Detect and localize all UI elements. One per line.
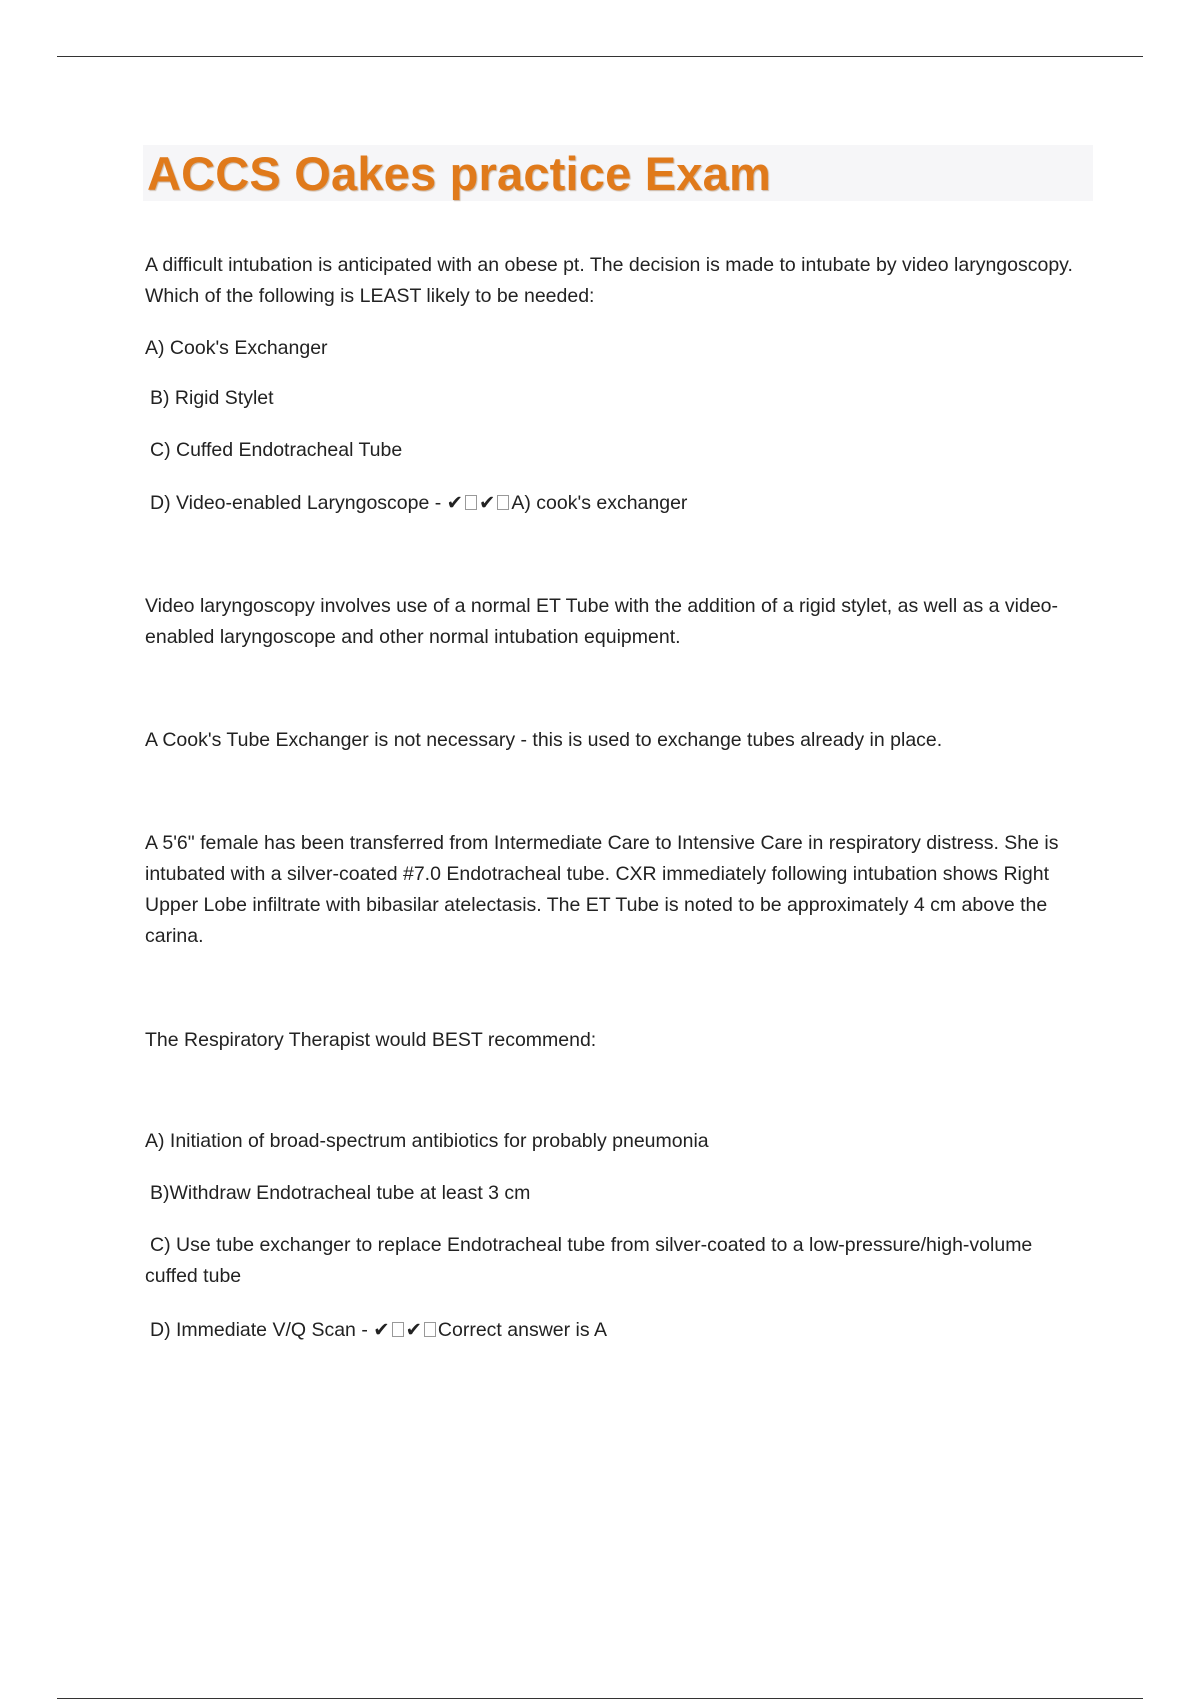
question-2-option-b: B)Withdraw Endotracheal tube at least 3 cm — [150, 1182, 531, 1204]
box-icon — [497, 495, 509, 510]
question-1-explanation-2: A Cook's Tube Exchanger is not necessary - this is used to exchange tubes already in place. — [145, 729, 943, 751]
question-2-stem: A 5'6" female has been transferred from Intermediate Care to Intensive Care in respiratory distress. She is intubated with a silver-coated #7.0 Endotracheal tube. CXR immediately following intubation shows Right Upper Lobe infiltrate with bibasilar atelectasis. The ET Tube is noted to be approximately 4 cm above the carina. — [145, 832, 1059, 947]
question-1-option-d — [150, 488, 687, 519]
check-icon: ✔ — [405, 1319, 422, 1341]
bottom-rule — [57, 1698, 1143, 1699]
question-1-option-d-text: D) Video-enabled Laryngoscope - — [150, 492, 447, 514]
check-icon: ✔ — [479, 492, 496, 514]
top-rule — [57, 56, 1143, 57]
page-title: ACCS Oakes practice Exam — [147, 147, 771, 200]
box-icon — [392, 1322, 404, 1337]
question-2-option-d-text: D) Immediate V/Q Scan - — [150, 1319, 374, 1341]
check-icon: ✔ — [373, 1319, 390, 1341]
question-2-answer: Correct answer is A — [437, 1319, 607, 1341]
question-1-answer: A) cook's exchanger — [511, 492, 688, 514]
question-2-option-a: A) Initiation of broad-spectrum antibiotics for probably pneumonia — [145, 1130, 709, 1152]
question-1-option-c: C) Cuffed Endotracheal Tube — [150, 439, 403, 461]
check-icon: ✔ — [446, 492, 464, 514]
question-1-option-b: B) Rigid Stylet — [150, 387, 274, 409]
question-2-option-d — [150, 1315, 607, 1346]
question-2-prompt: The Respiratory Therapist would BEST recommend: — [145, 1029, 597, 1051]
question-2-option-c: C) Use tube exchanger to replace Endotracheal tube from silver-coated to a low-pressure/high-volume cuffed tube — [145, 1234, 1033, 1287]
question-1-explanation-1: Video laryngoscopy involves use of a normal ET Tube with the addition of a rigid stylet, as well as a video-enabled laryngoscope and other normal intubation equipment. — [145, 595, 1059, 648]
box-icon — [424, 1322, 436, 1337]
question-1-stem: A difficult intubation is anticipated with an obese pt. The decision is made to intubate by video laryngoscopy. Which of the following is LEAST likely to be needed: — [145, 254, 1073, 307]
box-icon — [465, 495, 477, 510]
question-1-option-a: A) Cook's Exchanger — [145, 337, 328, 359]
